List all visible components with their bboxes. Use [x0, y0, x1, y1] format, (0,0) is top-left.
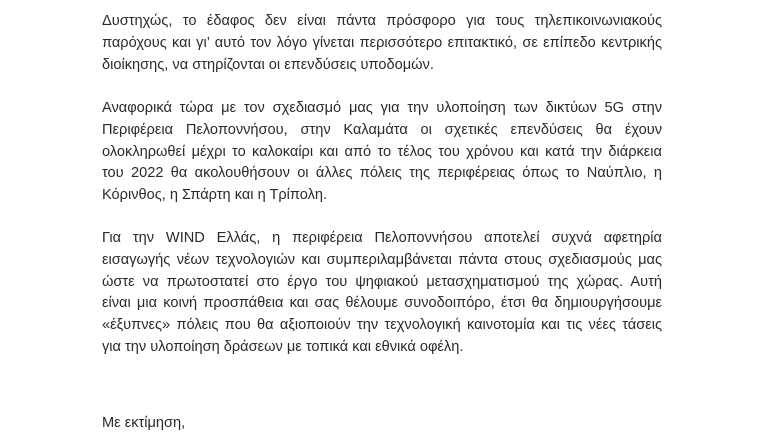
text-line: Δυστηχώς, το έδαφος δεν είναι πάντα πρόσφορο για τους τηλεπικοινωνιακούς	[102, 13, 662, 29]
text-line: ώστε να πρωτοστατεί στο έργο του ψηφιακού μετασχηματισμού της χώρας. Αυτή	[102, 273, 662, 290]
text-line: διοίκησης, να στηρίζονται οι επενδύσεις υποδομών.	[102, 56, 434, 73]
text-line: του 2022 θα ακολουθήσουν οι άλλες πόλεις της περιφέρειας όπως το Ναύπλιο, η	[102, 165, 662, 182]
paragraph-wind-region	[102, 228, 662, 359]
text-line: εισαγωγής νέων τεχνολογιών και συμπεριλαμβάνεται πάντα στους σχεδιασμούς μας	[102, 251, 662, 268]
text-line: Για την WIND Ελλάς, η περιφέρεια Πελοποννήσου αποτελεί συχνά αφετηρία	[102, 230, 662, 246]
text-line: «έξυπνες» πόλεις που θα αξιοποιούν την τεχνολογική καινοτομία και τις νέες τάσεις	[102, 317, 662, 334]
text-line: για την υλοποίηση δράσεων με τοπικά και εθνικά οφέλη.	[102, 338, 464, 355]
paragraph-5g-plan	[102, 98, 662, 207]
paragraph-telecom-ground	[102, 11, 662, 76]
text-line: ολοκληρωθεί μέχρι το καλοκαίρι και από το τέλος του χρόνου και κατά την διάρκεια	[102, 143, 662, 160]
text-line: παρόχους και γι’ αυτό τον λόγο γίνεται περισσότερο επιτακτικό, σε επίπεδο κεντρικής	[102, 34, 662, 51]
text-line: Κόρινθος, η Σπάρτη και η Τρίπολη.	[102, 187, 328, 204]
text-line: Περιφέρεια Πελοποννήσου, στην Καλαμάτα οι σχετικές επενδύσεις θα έχουν	[102, 121, 662, 138]
closing-salutation: Με εκτίμηση,	[102, 415, 186, 431]
text-line: Αναφορικά τώρα με τον σχεδιασμό μας για την υλοποίηση των δικτύων 5G στην	[102, 100, 662, 116]
text-line: είναι μια κοινή προσπάθεια και σας θέλουμε συνοδοιπόρο, έτσι θα δημιουργήσουμε	[102, 295, 662, 312]
